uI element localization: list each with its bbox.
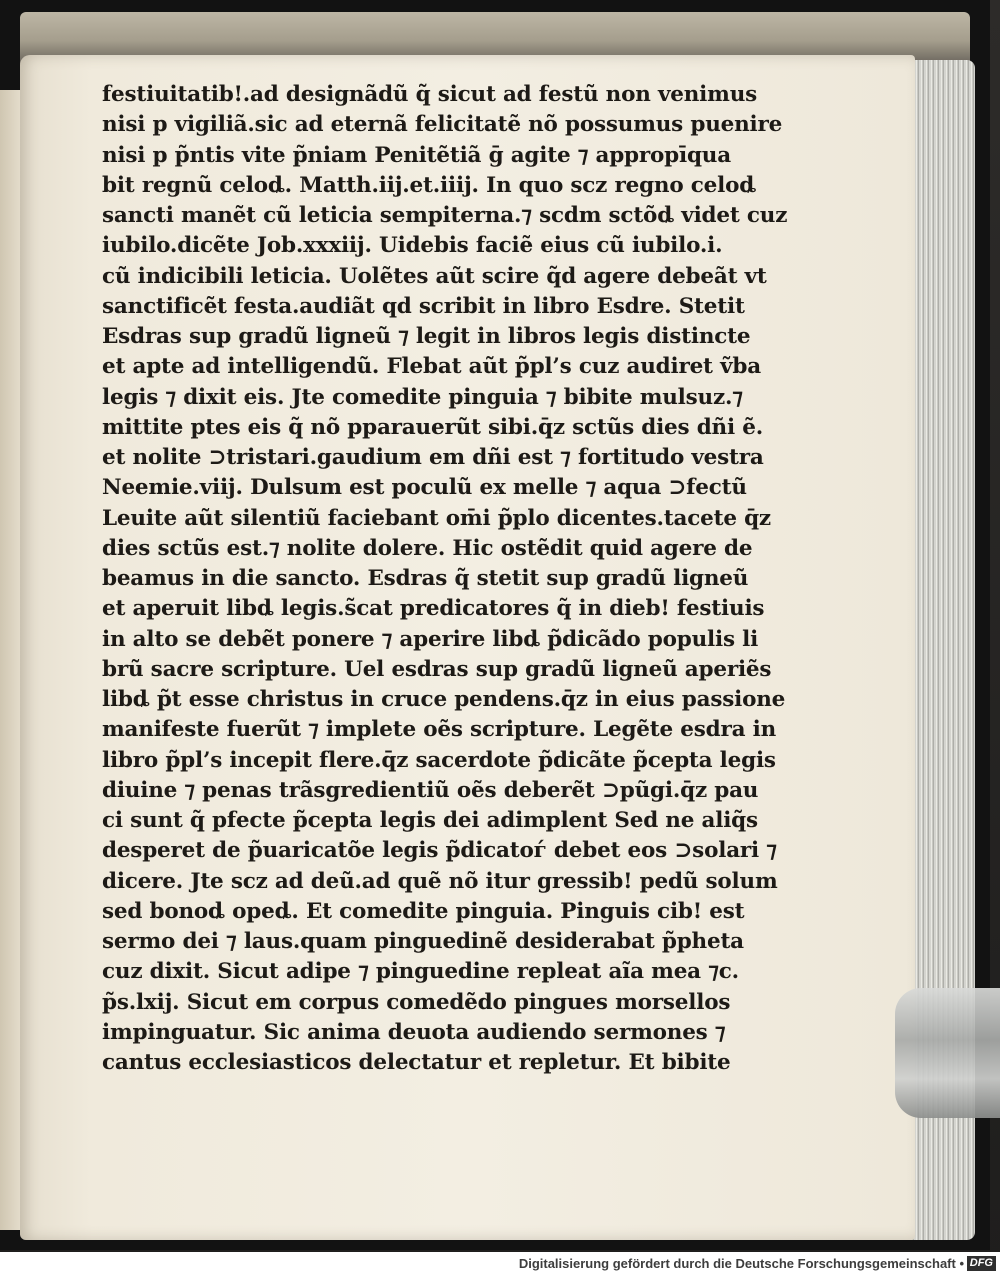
text-line: cantus ecclesiasticos delectatur et repletur. Et bibite [102, 1050, 731, 1075]
text-line: sancti manẽt cũ leticia sempiterna.⁊ scdm sctõȡ videt cuz [102, 203, 788, 228]
text-line: p̃s.lxij. Sicut em corpus comedẽdo pingues morsellos [102, 989, 731, 1015]
text-line: in alto se debẽt ponere ⁊ aperire libȡ p̃dicãdo populis li [102, 626, 759, 652]
text-line: libȡ p̃t esse christus in cruce pendens.q̄z in eius passione [102, 687, 786, 712]
text-line: manifeste fuerũt ⁊ implete oẽs scripture. Legẽte esdra in [102, 717, 777, 743]
text-line: bit regnũ celoȡ. Matth.iij.et.iiij. In quo scz regno celoȡ [102, 172, 757, 198]
text-line: beamus in die sancto. Esdras q̃ stetit sup gradũ ligneũ [102, 566, 749, 591]
text-line: sanctificẽt festa.audiãt qd scribit in libro Esdre. Stetit [102, 293, 745, 319]
text-line: Esdras sup gradũ ligneũ ⁊ legit in libros legis distincte [102, 324, 751, 349]
text-line: sed bonoȡ opeȡ. Et comedite pinguia. Pinguis cib! est [102, 898, 745, 924]
dfg-logo: DFG [967, 1256, 996, 1271]
text-line: festiuitatib!.ad designãdũ q̃ sicut ad festũ non venimus [102, 82, 758, 107]
text-line: dicere. Jte scz ad deũ.ad quẽ nõ itur gressib! pedũ solum [102, 868, 778, 894]
text-line: impinguatur. Sic anima deuota audiendo sermones ⁊ [102, 1019, 726, 1045]
text-line: et aperuit libȡ legis.s̃cat predicatores q̃ in dieb! festiuis [102, 596, 765, 622]
funding-credit: Digitalisierung gefördert durch die Deutsche Forschungsgemeinschaft • [518, 1256, 964, 1271]
text-line: libro p̃pl’s incepit flere.q̄z sacerdote p̃dicãte p̃cepta legis [102, 747, 776, 773]
text-line: cuz dixit. Sicut adipe ⁊ pinguedine repleat aĩa mea ⁊c. [102, 959, 739, 985]
text-line: brũ sacre scripture. Uel esdras sup gradũ ligneũ aperiẽs [102, 656, 772, 682]
text-line: Neemie.viij. Dulsum est poculũ ex melle ⁊ aqua ⊃fectũ [102, 475, 747, 501]
text-line: nisi p p̃ntis vite p̃niam Penitẽtiã ḡ agite ⁊ appropīqua [102, 142, 731, 168]
page-text [102, 80, 790, 1078]
text-line: cũ indicibili leticia. Uolẽtes aũt scire q̃d agere debeãt vt [102, 263, 767, 289]
text-line: mittite ptes eis q̃ nõ pparauerũt sibi.q̄z sctũs dies dñi ẽ. [102, 414, 764, 440]
text-line: et nolite ⊃tristari.gaudium em dñi est ⁊ fortitudo vestra [102, 445, 764, 470]
footer-bar [0, 1252, 1000, 1276]
page-clip [895, 988, 1000, 1118]
text-line: iubilo.dicẽte Job.xxxiij. Uidebis faciẽ eius cũ iubilo.i. [102, 233, 723, 259]
text-line: Leuite aũt silentiũ faciebant om̄i p̃plo dicentes.tacete q̄z [102, 505, 771, 531]
text-line: legis ⁊ dixit eis. Jte comedite pinguia ⁊ bibite mulsuz.⁊ [102, 384, 743, 410]
text-line: sermo dei ⁊ laus.quam pinguedinẽ desiderabat p̃pheta [102, 929, 744, 954]
text-line: ci sunt q̃ pfecte p̃cepta legis dei adimplent Sed ne aliq̃s [102, 808, 758, 833]
text-line: et apte ad intelligendũ. Flebat aũt p̃pl’s cuz audiret ṽba [102, 354, 761, 380]
text-line: desperet de p̃uaricatõe legis p̃dicatoѓ debet eos ⊃solari ⁊ [102, 838, 777, 864]
text-line: nisi p vigiliã.sic ad eternã felicitatẽ nõ possumus puenire [102, 112, 783, 138]
text-line: dies sctũs est.⁊ nolite dolere. Hic ostẽdit quid agere de [102, 535, 753, 561]
text-line: diuine ⁊ penas trãsgredientiũ oẽs deberẽt ⊃pũgi.q̄z pau [102, 777, 759, 803]
